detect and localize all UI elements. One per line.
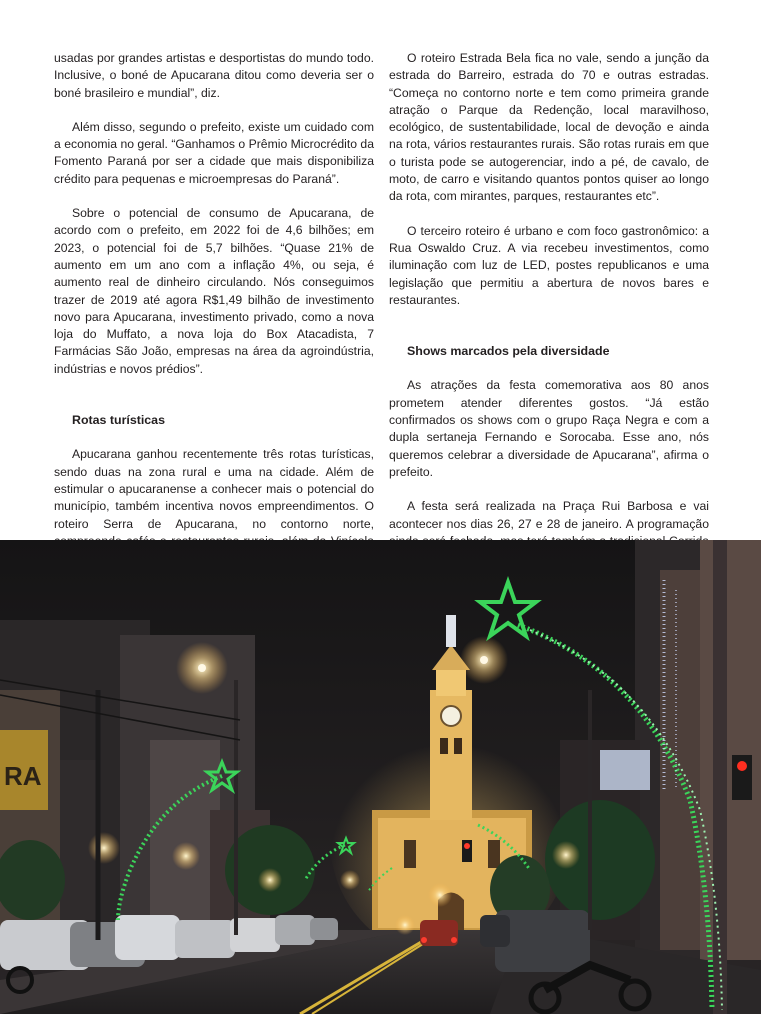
sign-text: RA [4, 761, 42, 791]
paragraph: Além disso, segundo o prefeito, existe um cuidado com a economia no geral. “Ganhamos o Prêmio Microcrédito da Fomento Paraná por ser a cidade que mais disponibiliza crédito para pequenas e microempresas do Paraná”. [54, 119, 374, 186]
paragraph: O terceiro roteiro é urbano e com foco gastronômico: a Rua Oswaldo Cruz. A via recebeu investimentos, como iluminação com luz de LED, postes republicanos e uma legislação que permitiu a abertura de novos bares e restaurantes. [389, 223, 709, 307]
left-column [54, 50, 374, 567]
paragraph: A festa será realizada na Praça Rui Barbosa e vai acontecer nos dias 26, 27 e 28 de janeiro. A programação [389, 499, 709, 531]
paragraph: As atrações da festa comemorativa aos 80 anos prometem atender diferentes gostos. “Já estão confirmados os shows com o grupo Raça Negra e com a dupla sertaneja Fernando e Sorocaba. Esse ano, nós queremos celebrar a diversidade de Apucarana”, afirma o prefeito. [389, 378, 709, 479]
section-heading: Shows marcados pela diversidade [407, 344, 610, 359]
section-heading: Rotas turísticas [72, 413, 165, 428]
paragraph: O roteiro Estrada Bela fica no vale, sendo a junção da estrada do Barreiro, estrada do 70 e outras estradas. “Começa no contorno norte e tem como primeira grande atração o Parque da Redenção, local maravilhoso, ecológico, de sustentabilidade, local de devoção e ainda na rota, vários restaurantes rurais. São rotas rurais em que o turista pode se autogerenciar, indo a pé, de cavalo, de moto, de carro e visitando quantos pontos quiser ao longo da rota, com mirantes, parques, restaurantes etc”. [389, 51, 709, 204]
paragraph: Apucarana ganhou recentemente três rotas turísticas, sendo duas na zona rural e uma na cidade. Além de estimular o apucaranense a conhecer mais o potencial do município, também incentiva novos empreendimentos. O roteiro Serra de Apucarana, no contorno norte, [54, 447, 374, 531]
paragraph: usadas por grandes artistas e desportistas do mundo todo. Inclusive, o boné de Apucarana ditou como deveria ser o boné brasileiro e mundial”, diz. [54, 51, 374, 100]
street-night-photo [0, 540, 761, 1014]
right-column [389, 50, 709, 567]
paragraph: Sobre o potencial de consumo de Apucarana, de acordo com o prefeito, em 2022 foi de 4,6 bilhões; em 2023, o potencial foi de 5,7 bilhões. “Quase 21% de aumento em um ano com a inflação 4%, ou seja, é aumento real de dinheiro circulando. Nós conseguimos trazer de 2019 até agora R$1,49 bilhão de investimento novo para Apucarana, investimento privado, como a nova loja do Muffato, a nova loja do Box Atacadista, 7 Farmácias São João, empresas na área da agroindústria, indústrias e novos prédios”. [54, 206, 374, 376]
